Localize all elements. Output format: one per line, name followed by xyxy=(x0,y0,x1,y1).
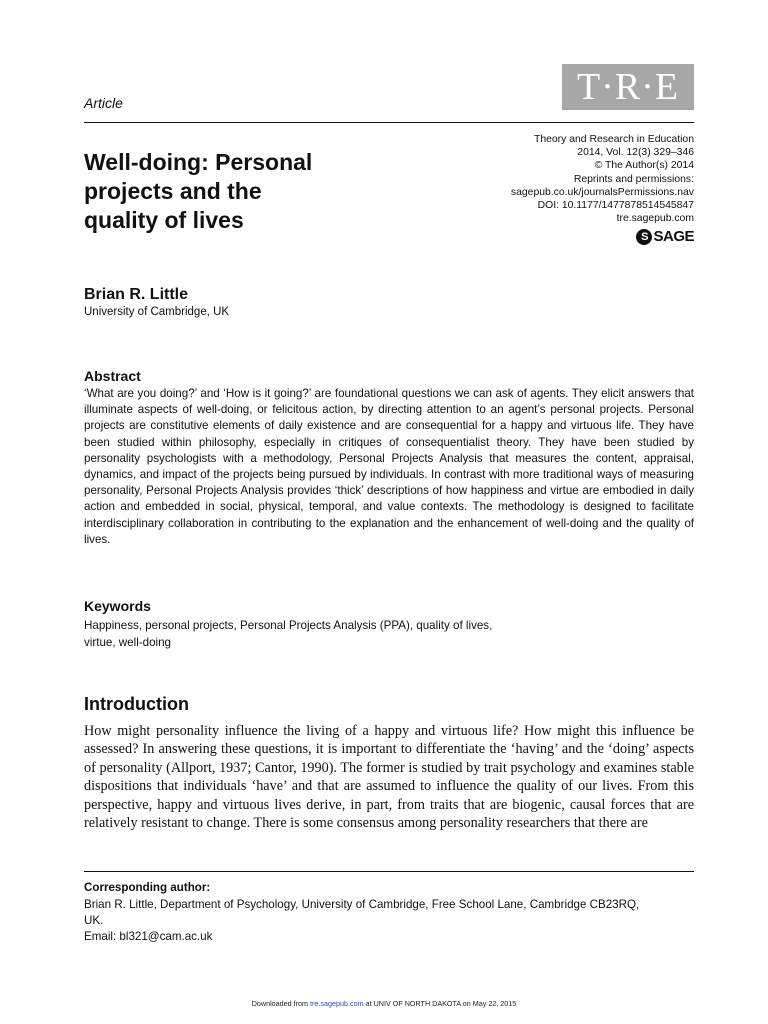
corresponding-address-country: UK. xyxy=(84,914,104,927)
corresponding-author-heading: Corresponding author: xyxy=(84,881,211,894)
keywords-line: virtue, well-doing xyxy=(84,635,171,649)
publisher-logo-text: SAGE xyxy=(653,228,694,245)
journal-name: Theory and Research in Education xyxy=(534,134,694,145)
journal-logo: T·R·E xyxy=(562,64,694,110)
download-suffix: at UNIV OF NORTH DAKOTA on May 22, 2015 xyxy=(363,999,517,1008)
header-rule xyxy=(84,122,694,123)
introduction-text: How might personality influence the living of a happy and virtuous life? How might this influence be assessed? In answering these questions, it is important to differentiate the ‘having’ and the ‘doing’ aspects of personality (Allport, 1937; Cantor, 1990). The former is studied by trait psychology and examines stable dispositions that individuals ‘have’ and that are assumed to influence the quality of our lives. From this perspective, happy and virtuous lives derive, in part, from traits that are biogenic, causal forces that are relatively resistant to change. There is some consensus among personality researchers that there are xyxy=(84,723,694,832)
abstract-heading: Abstract xyxy=(84,368,141,384)
download-prefix: Downloaded from xyxy=(251,999,311,1008)
abstract-text: ‘What are you doing?’ and ‘How is it going?’ are foundational questions we can ask of agents. They elicit answers that illuminate aspects of well-doing, or felicitous action, by directing attention to an agent’s personal projects. Personal projects are constitutive elements of daily existence and are consequential for a happy and virtuous life. They have been studied within philosophy, especially in critiques of consequentialist theory. They have been studied by personality psychologists with a methodology, Personal Projects Analysis that measures the content, appraisal, dynamics, and impact of the projects being pursued by individuals. In contrast with more traditional ways of measuring personality, Personal Projects Analysis provides ‘thick’ descriptions of how happiness and virtue are embodied in daily action and embedded in social, physical, temporal, and value contexts. The methodology is designed to facilitate interdisciplinary collaboration in contributing to the explanation and the enhancement of well-doing and the quality of lives. xyxy=(84,387,694,546)
download-notice xyxy=(0,999,768,1008)
title-line: Well-doing: Personal xyxy=(84,149,313,175)
download-source-link[interactable]: tre.sagepub.com xyxy=(310,999,364,1008)
keywords-line: Happiness, personal projects, Personal Projects Analysis (PPA), quality of lives, xyxy=(84,619,493,632)
doi-link[interactable]: DOI: 10.1177/1477878514545847 xyxy=(537,200,694,212)
corresponding-address: Brian R. Little, Department of Psychology, University of Cambridge, Free School Lane, Cambridge CB23RQ, xyxy=(84,898,640,911)
footnote-rule xyxy=(84,871,694,872)
reprints-label: Reprints and permissions: xyxy=(573,173,694,185)
journal-volume: 2014, Vol. 12(3) 329–346 xyxy=(577,147,694,159)
article-title xyxy=(84,148,384,235)
permissions-link[interactable]: sagepub.co.uk/journalsPermissions.nav xyxy=(510,186,694,198)
publisher-logo xyxy=(636,228,694,245)
title-line: projects and the xyxy=(84,178,262,204)
journal-info xyxy=(434,133,694,225)
author-name: Brian R. Little xyxy=(84,286,189,303)
title-line: quality of lives xyxy=(84,207,244,233)
corresponding-author-details xyxy=(84,897,696,945)
copyright-line: © The Author(s) 2014 xyxy=(594,160,694,172)
corresponding-email[interactable]: Email: bl321@cam.ac.uk xyxy=(84,930,213,943)
sage-s-icon: S xyxy=(636,229,652,245)
introduction-heading: Introduction xyxy=(84,694,189,714)
article-type-label: Article xyxy=(84,95,123,111)
keywords-text xyxy=(84,618,584,651)
keywords-heading: Keywords xyxy=(84,598,151,614)
journal-site-link[interactable]: tre.sagepub.com xyxy=(616,213,694,225)
author-affiliation: University of Cambridge, UK xyxy=(84,306,230,318)
